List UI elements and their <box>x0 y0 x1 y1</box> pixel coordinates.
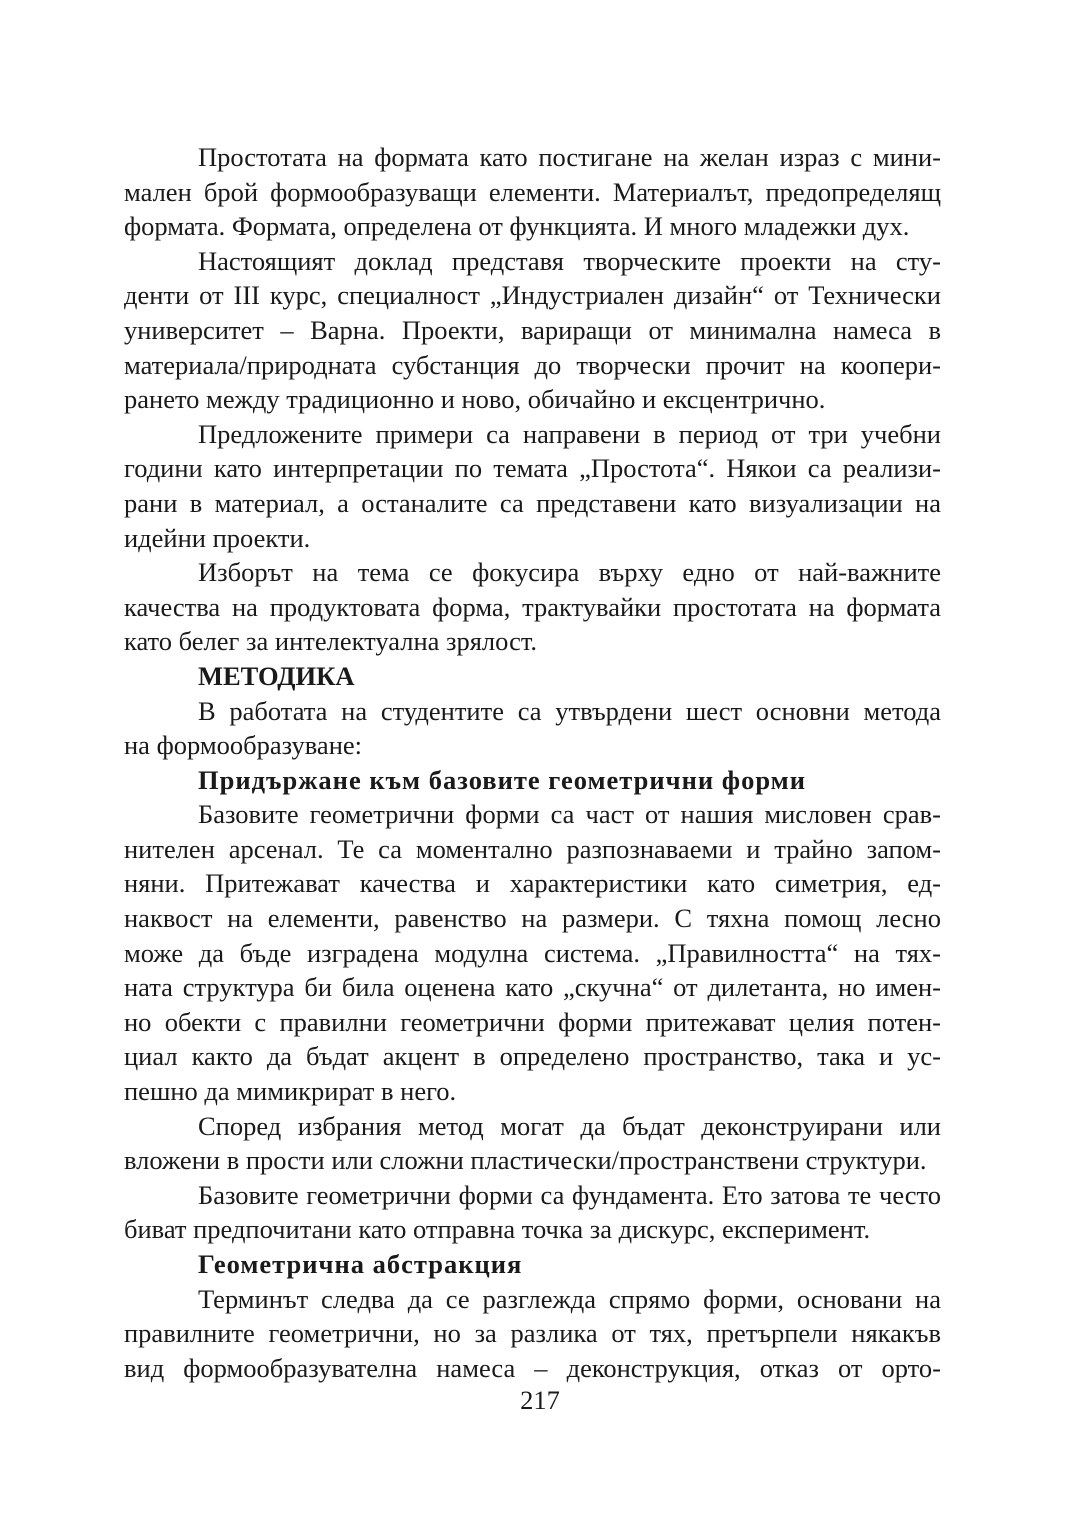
paragraph-line: идейни проекти. <box>124 522 311 553</box>
paragraph-line: Настоящият доклад представя творческите проекти на сту- <box>198 245 941 276</box>
page-number: 217 <box>520 1385 560 1415</box>
paragraph-line: Базовите геометрични форми са част от нашия мисловен срав- <box>198 799 941 830</box>
paragraph-line: Терминът следва да се разглежда спрямо форми, основани на <box>198 1283 941 1314</box>
paragraph-line: ната структура би била оценена като „скучна“ от дилетанта, но имен- <box>124 972 941 1003</box>
paragraph-line: рани в материал, а останалите са представени като визуализации на <box>124 487 941 518</box>
paragraph-line: вид формообразувателна намеса – деконструкция, отказ от орто- <box>124 1352 941 1383</box>
paragraph-line: нителен арсенал. Те са моментално разпознаваеми и трайно запом- <box>124 833 941 864</box>
paragraph-line: циал както да бъдат акцент в определено пространство, така и ус- <box>124 1041 941 1072</box>
paragraph-line: Базовите геометрични форми са фундамента. Ето затова те често <box>198 1179 941 1210</box>
paragraph-line: биват предпочитани като отправна точка за дискурс, експеримент. <box>124 1214 871 1245</box>
paragraph-line: наквост на елементи, равенство на размери. С тяхна помощ лесно <box>124 903 941 934</box>
paragraph-line: Предложените примери са направени в период от три учебни <box>198 418 941 449</box>
paragraph-line: В работата на студентите са утвърдени шест основни метода <box>198 695 941 726</box>
paragraph-line: Простотата на формата като постигане на желан израз с мини- <box>198 142 941 172</box>
paragraph-line: Изборът на тема се фокусира върху едно от най-важните <box>198 557 941 588</box>
paragraph-line: може да бъде изградена модулна система. „Правилността“ на тях- <box>124 937 941 968</box>
paragraph-line: няни. Притежават качества и характеристики като симетрия, ед- <box>124 868 941 899</box>
paragraph-line: пешно да мимикрират в него. <box>124 1076 457 1107</box>
section-heading: МЕТОДИКА <box>198 660 355 691</box>
paragraph-line: качества на продуктовата форма, трактувайки простотата на формата <box>124 591 941 622</box>
paragraph-line: правилните геометрични, но за разлика от тях, претърпели някакъв <box>124 1318 941 1349</box>
paragraph-line: материала/природната субстанция до творчески прочит на коопери- <box>124 349 941 380</box>
paragraph-line: формата. Формата, определена от функцията. И много младежки дух. <box>124 211 910 242</box>
paragraph-line: но обекти с правилни геометрични форми притежават целия потен- <box>124 1006 941 1037</box>
subsection-heading: Геометрична абстракция <box>198 1249 523 1279</box>
body-text <box>124 140 941 1385</box>
paragraph-line: рането между традиционно и ново, обичайно и ексцентрично. <box>124 384 826 415</box>
paragraph-line: денти от III курс, специалност „Индустриален дизайн“ от Технически <box>124 280 941 311</box>
paragraph-line: Според избрания метод могат да бъдат деконструирани или <box>198 1110 941 1141</box>
paragraph-line: мален брой формообразуващи елементи. Материалът, предопределящ <box>124 176 941 207</box>
subsection-heading: Придържане към базовите геометрични форми <box>198 764 806 795</box>
paragraph-line: години като интерпретации по темата „Простота“. Някои са реализи- <box>124 453 941 484</box>
paragraph-line: вложени в прости или сложни пластически/пространствени структури. <box>124 1145 927 1176</box>
paragraph-line: като белег за интелектуална зрялост. <box>124 626 538 657</box>
paragraph-line: на формообразуване: <box>124 730 362 761</box>
paragraph-line: университет – Варна. Проекти, вариращи от минимална намеса в <box>124 314 941 345</box>
